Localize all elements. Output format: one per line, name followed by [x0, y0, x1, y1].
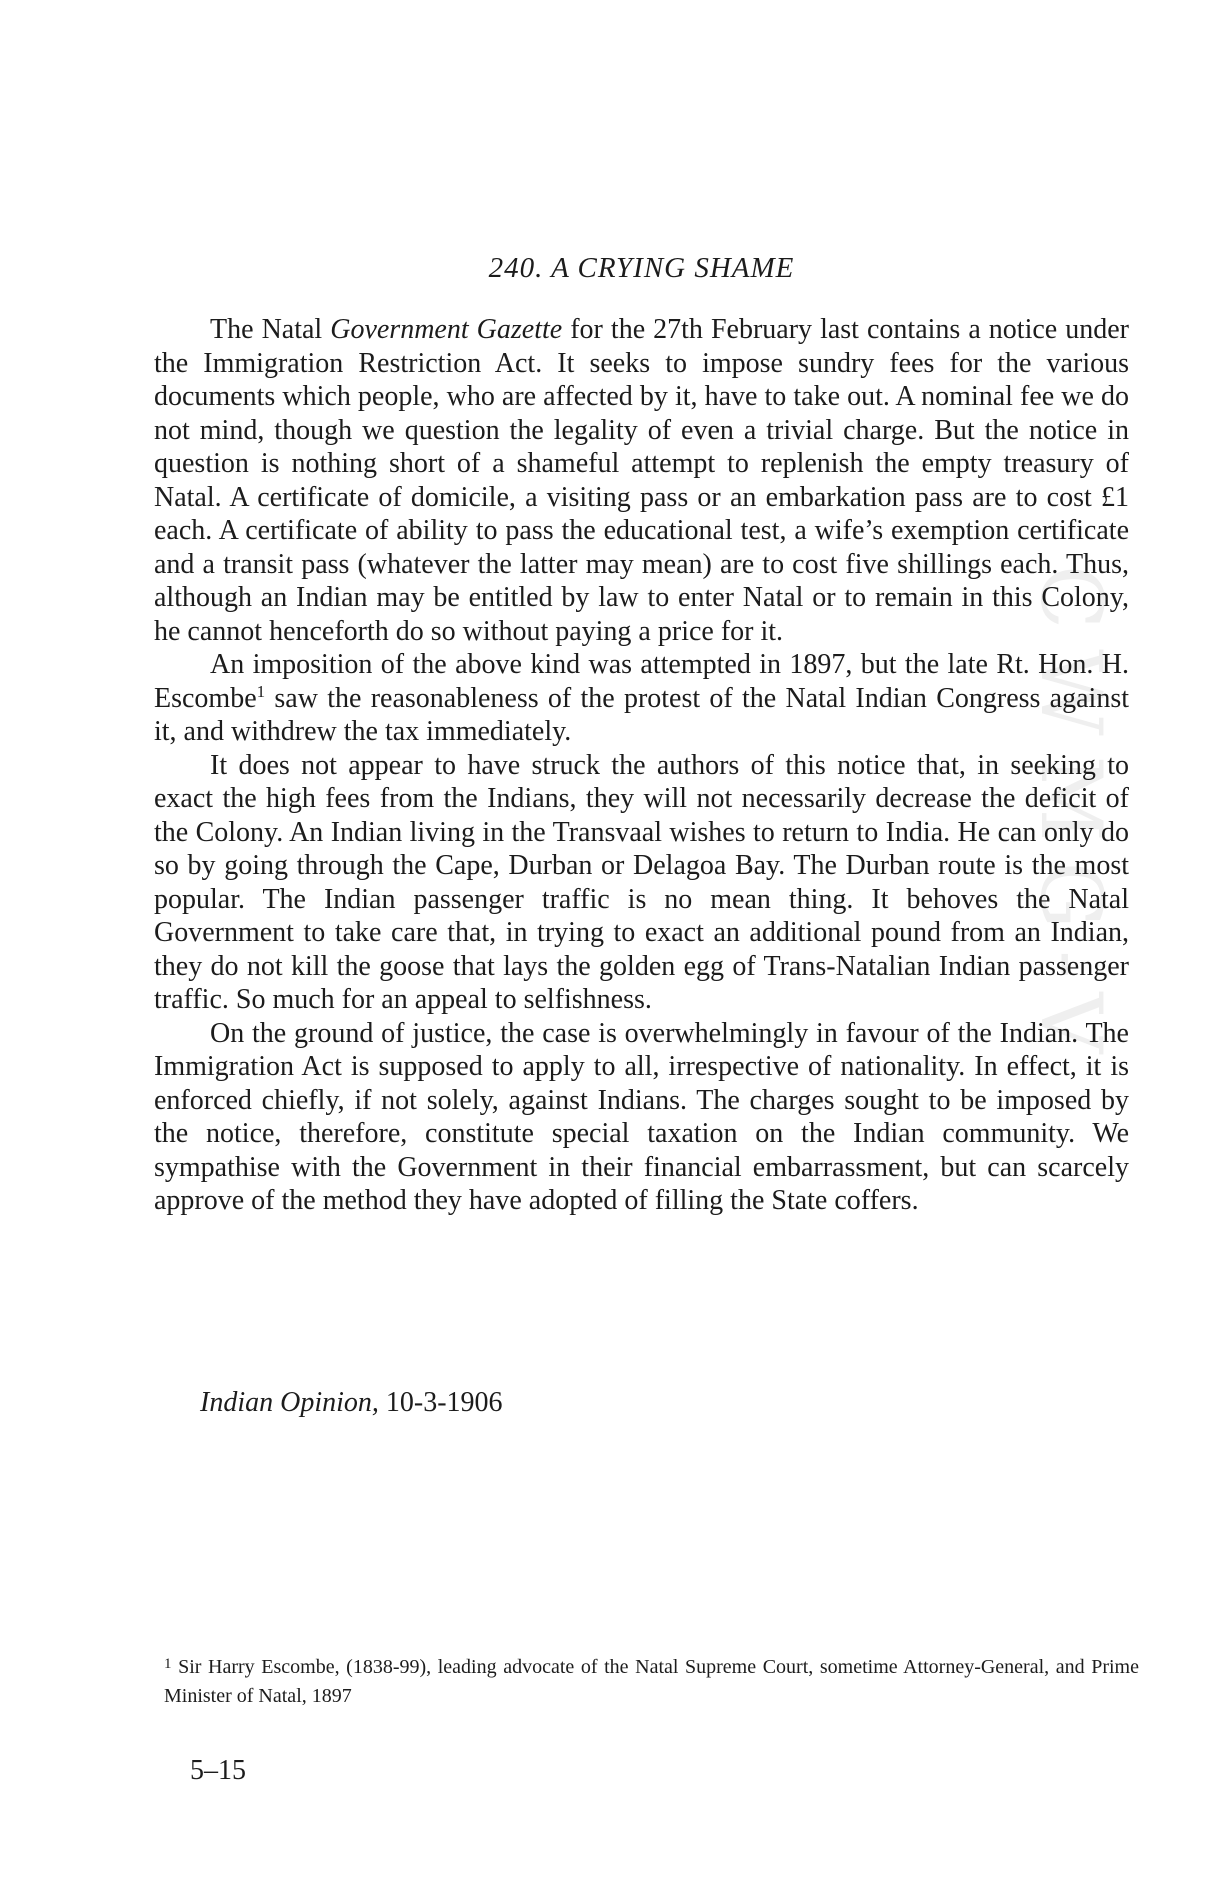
footnote-text: Sir Harry Escombe, (1838-99), leading advocate of the Natal Supreme Court, sometime Attorney-General, and Prime Minister of Natal, 1897 — [164, 1656, 1139, 1707]
paragraph-2-text-a: An imposition of the above kind was attempted in 1897, but the late Rt. Hon. H. Escombe — [154, 649, 1129, 714]
paragraph-1-text-a: The Natal — [210, 314, 331, 345]
paragraph-2-text-b: saw the reasonableness of the protest of the Natal Indian Congress against it, and withdrew the tax immediately. — [154, 682, 1129, 747]
gazette-title: Government Gazette — [330, 314, 563, 345]
watermark: CWMG-V — [1022, 565, 1120, 1074]
footnote-reference: 1 — [256, 681, 266, 701]
paragraph-2 — [154, 648, 1129, 749]
paragraph-1-text-c: for the 27th February last contains a notice under the Immigration Restriction Act. It seeks to impose sundry fees for the various documents which people, who are affected by it, have to take out. A nominal fee we do not mind, though we question the legality of even a trivial charge. But the notice in question is nothing short of a shameful attempt to replenish the empty treasury of Natal. A certificate of domicile, a visiting pass or an embarkation pass are to cost £1 each. A certificate of ability to pass the educational test, a wife’s exemption certificate and a transit pass (whatever the latter may mean) are to cost five shillings each. Thus, although an Indian may be entitled by law to enter Natal or to remain in this Colony, he cannot henceforth do so without paying a price for it. — [154, 314, 1129, 647]
article-title: 240. A CRYING SHAME — [488, 252, 795, 284]
article-body — [154, 313, 1129, 1218]
paragraph-3: It does not appear to have struck the authors of this notice that, in seeking to exact the high fees from the Indians, they will not necessarily decrease the deficit of the Colony. An Indian living in the Transvaal wishes to return to India. He can only do so by going through the Cape, Durban or Delagoa Bay. The Durban route is the most popular. The Indian passenger traffic is no mean thing. It behoves the Natal Government to take care that, in trying to exact an additional pound from an Indian, they do not kill the goose that lays the golden egg of Trans-Natalian Indian passenger traffic. So much for an appeal to selfishness. — [154, 749, 1129, 1015]
paragraph-1 — [154, 313, 1129, 648]
footnote-mark: 1 — [164, 1656, 172, 1672]
page-number: 5–15 — [190, 1755, 246, 1786]
source-citation — [200, 1387, 503, 1419]
footnote — [164, 1650, 1139, 1711]
source-date: 10-3-1906 — [378, 1387, 503, 1418]
paragraph-4: On the ground of justice, the case is overwhelmingly in favour of the Indian. The Immigration Act is supposed to apply to all, irrespective of nationality. In effect, it is enforced chiefly, if not solely, against Indians. The charges sought to be imposed by the notice, therefore, constitute special taxation on the Indian community. We sympathise with the Government in their financial embarrassment, but can scarcely approve of the method they have adopted of filling the State coffers. — [154, 1017, 1129, 1216]
source-publication: Indian Opinion, — [200, 1387, 379, 1418]
